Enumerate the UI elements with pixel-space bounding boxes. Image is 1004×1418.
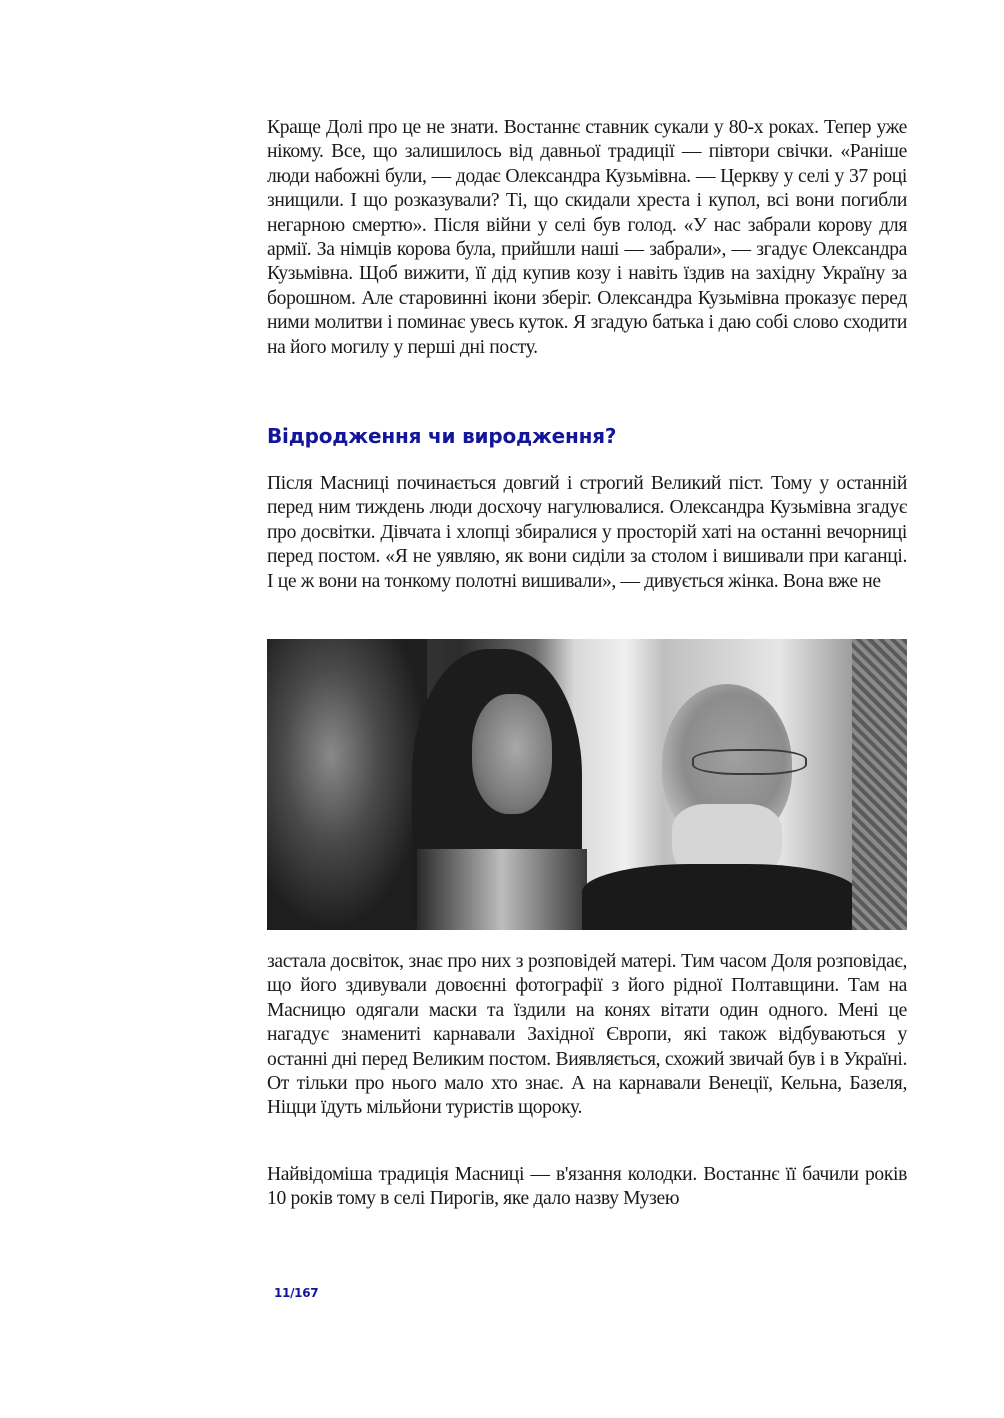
paragraph: застала досвіток, знає про них з розповідей матері. Тим часом Доля розповідає, що його здивували довоєнні фотографії з його рідної Полтавщини. Там на Масницю одягали маски та їздили на конях вітати один одного. Мені це нагадує знамениті карнавали Західної Європи, які також відбуваються у останні дні перед Великим постом. Виявляється, схожий звичай був і в Україні. От тільки про нього мало хто знає. А на карнавали Венеції, Кельна, Базеля, Ніцци їдуть мільйони туристів щороку. — [267, 951, 907, 1119]
body-text-block-4 — [267, 1163, 907, 1212]
section-heading: Відродження чи виродження? — [267, 424, 617, 448]
photo-figure-left — [267, 639, 427, 930]
photo-figure-right-glasses — [692, 749, 807, 775]
body-text-block-2 — [267, 472, 907, 594]
photograph — [267, 639, 907, 930]
body-text-block-1 — [267, 116, 907, 360]
body-text-block-3 — [267, 950, 907, 1121]
photo-background-frame — [852, 639, 907, 930]
page-number: 11/167 — [274, 1286, 319, 1300]
photo-figure-center-face — [472, 694, 552, 814]
paragraph: Найвідоміша традиція Масниці — в'язання колодки. Востаннє її бачили років 10 років тому в селі Пирогів, яке дало назву Музею — [267, 1164, 907, 1210]
photo-figure-center-body — [417, 849, 587, 930]
paragraph: Після Масниці починається довгий і строгий Великий піст. Тому у останній перед ним тиждень люди досхочу нагулювалися. Олександра Кузьмівна згадує про досвітки. Дівчата і хлопці збиралися у просторій хаті на останні вечорниці перед постом. «Я не уявляю, як вони сиділи за столом і вишивали при каганці. І це ж вони на тонкому полотні вишивали», — дивується жінка. Вона вже не — [267, 473, 907, 592]
photo-figure-right-body — [582, 864, 857, 930]
paragraph: Краще Долі про це не знати. Востаннє ставник сукали у 80-х роках. Тепер уже нікому. Все, що залишилось від давньої традиції — півтори свічки. «Раніше люди набожні були, — додає Олександра Кузьмівна. — Церкву у селі у 37 році знищили. І що розказували? Ті, що скидали хреста і купол, всі вони погибли негарною смертю». Після війни у селі був голод. «У нас забрали корову для армії. За німців корова була, прийшли наші — забрали», — згадує Олександра Кузьмівна. Щоб вижити, її дід купив козу і навіть їздив на західну Україну за борошном. Але старовинні ікони зберіг. Олександра Кузьмівна проказує перед ними молитви і поминає увесь куток. Я згадую батька і даю собі слово сходити на його могилу у перші дні посту. — [267, 117, 907, 358]
